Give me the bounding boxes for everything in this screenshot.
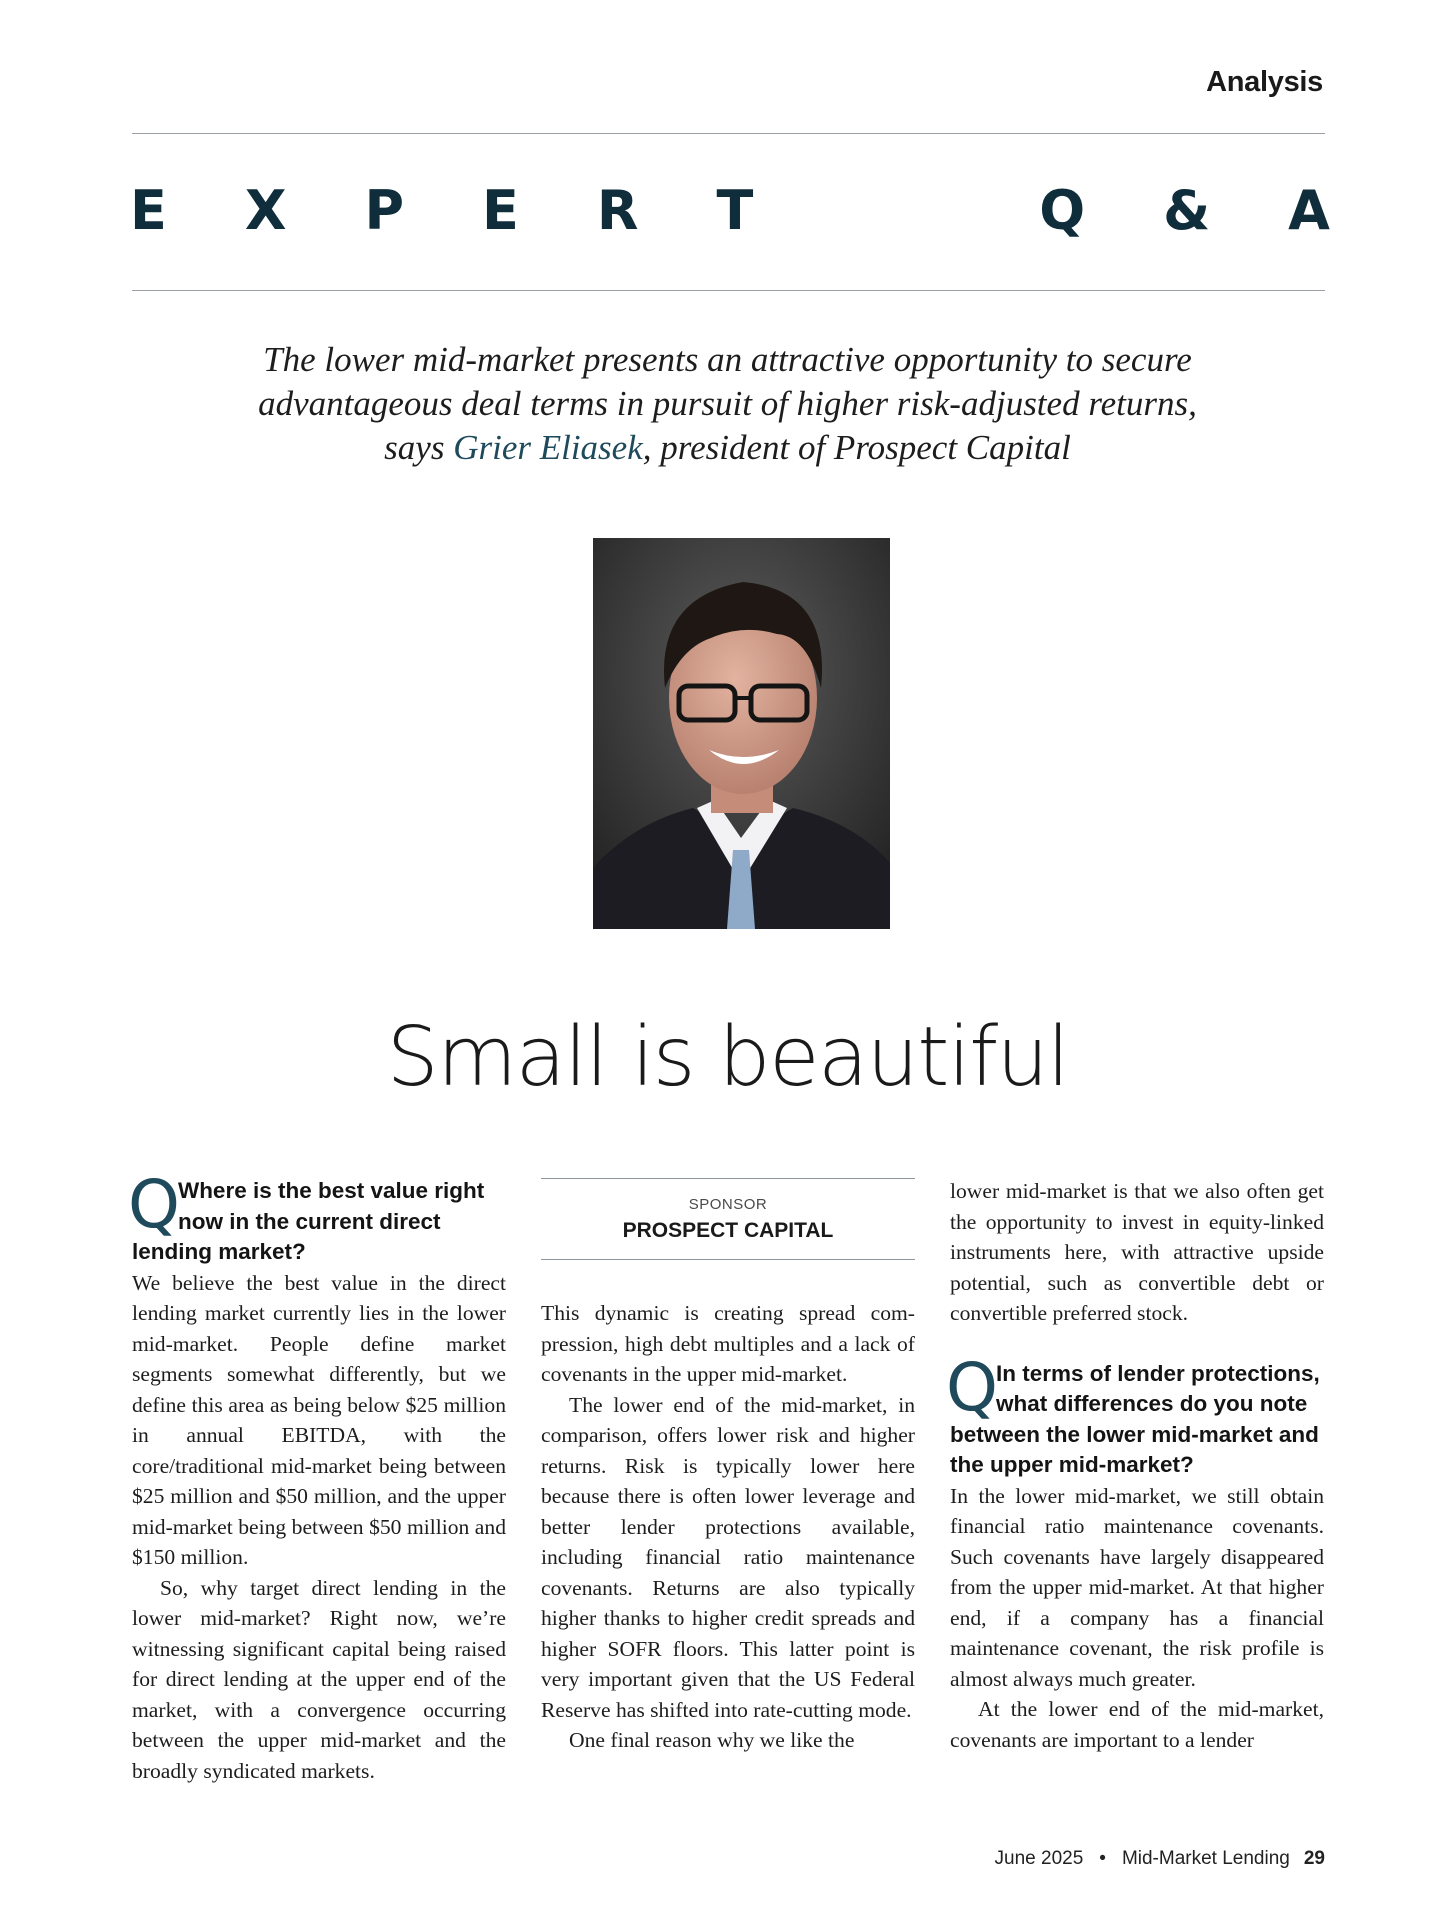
question-mark-glyph: Q: [946, 1348, 992, 1426]
answer-paragraph: In the lower mid-market, we still obtain financial ratio maintenance covenants. Such covenants have largely disappeared from the upper mid-market. At that higher end, if a company has a financial maintenance covenant, the risk profile is almost always much greater.: [950, 1483, 1324, 1691]
answer-paragraph: So, why target direct lending in the lower mid-market? Right now, we’re witnessing significant capital being raised for direct lending at the upper end of the market, with a convergence occurring between the upper mid-market and the broadly syndicated markets.: [132, 1575, 506, 1783]
kicker-letter: T: [716, 179, 754, 242]
sponsor-name: PROSPECT CAPITAL: [622, 1219, 834, 1242]
answer-paragraph: We believe the best value in the direct lending market currently lies in the lower mid-market. People define market segments somewhat differently, but we define this area as being below $25 million in annual EBITDA, with the core/traditional mid-market being between $25 million and $50 million, and the upper mid-market being between $50 million and $150 million.: [132, 1270, 506, 1569]
kicker-expert-qa: [130, 176, 1330, 246]
kicker-letter: X: [244, 179, 287, 242]
answer-paragraph: At the lower end of the mid-market, covenants are important to a lender: [950, 1697, 1324, 1752]
standfirst-text: says: [384, 428, 454, 467]
kicker-gap: [831, 176, 961, 246]
question-mark-glyph: Q: [128, 1166, 174, 1243]
column-1: [128, 1166, 506, 1786]
footer-publication: Mid-Market Lending: [1121, 1848, 1290, 1869]
standfirst: [200, 338, 1255, 470]
kicker-letter: R: [596, 179, 639, 242]
column-3: [946, 1176, 1324, 1755]
question-text: In terms of lender protections, what differences do you note between the lower mid-market and the upper mid-market?: [950, 1360, 1320, 1477]
question-text: Where is the best value right now in the current direct lending market?: [132, 1178, 485, 1264]
answer-paragraph: One final reason why we like the: [569, 1728, 855, 1752]
headline: Small is beautiful: [386, 1010, 1069, 1105]
answer-paragraph: The lower end of the mid-market, in comparison, offers lower risk and higher returns. Risk is typically lower here because there is often lower leverage and better lender protections available, including financial ratio maintenance covenants. Returns are also typically higher thanks to higher credit spreads and higher SOFR floors. This latter point is very important given that the US Federal Reserve has shifted into rate-cutting mode.: [541, 1392, 915, 1722]
kicker-letter: &: [1163, 179, 1211, 242]
interviewee-name: Grier Eliasek: [453, 428, 643, 467]
kicker-letter: A: [1288, 179, 1330, 242]
portrait-illustration: [593, 538, 890, 929]
sponsor-box: [541, 1178, 915, 1260]
page-number: 29: [1303, 1848, 1325, 1869]
top-rule: [132, 133, 1325, 134]
section-label: Analysis: [1206, 66, 1323, 98]
standfirst-line: The lower mid-market presents an attractive opportunity to secure: [263, 340, 1192, 379]
standfirst-line: [200, 426, 1255, 470]
interviewee-portrait: [593, 538, 890, 929]
kicker-letter: P: [364, 179, 405, 242]
answer-paragraph: This dynamic is creating spread compression, high debt multiples and a lack of covenants in the upper mid-market.: [541, 1301, 915, 1386]
sponsor-label: SPONSOR: [688, 1196, 768, 1213]
standfirst-line: advantageous deal terms in pursuit of higher risk-adjusted returns,: [258, 384, 1197, 423]
kicker-letter: E: [482, 179, 519, 242]
answer-paragraph: lower mid-market is that we also often get the opportunity to invest in equity-linked instruments here, with attractive upside potential, such as convertible debt or convertible preferred stock.: [950, 1179, 1324, 1325]
page-footer: [995, 1848, 1325, 1870]
kicker-letter: Q: [1039, 179, 1086, 242]
footer-separator: •: [1099, 1848, 1106, 1869]
question-1: [128, 1166, 506, 1268]
kicker-letter: E: [130, 179, 167, 242]
bottom-rule: [132, 290, 1325, 291]
column-2: [541, 1298, 915, 1756]
question-2: [946, 1348, 1324, 1481]
footer-date: June 2025: [994, 1848, 1084, 1869]
standfirst-text: , president of Prospect Capital: [642, 428, 1071, 467]
